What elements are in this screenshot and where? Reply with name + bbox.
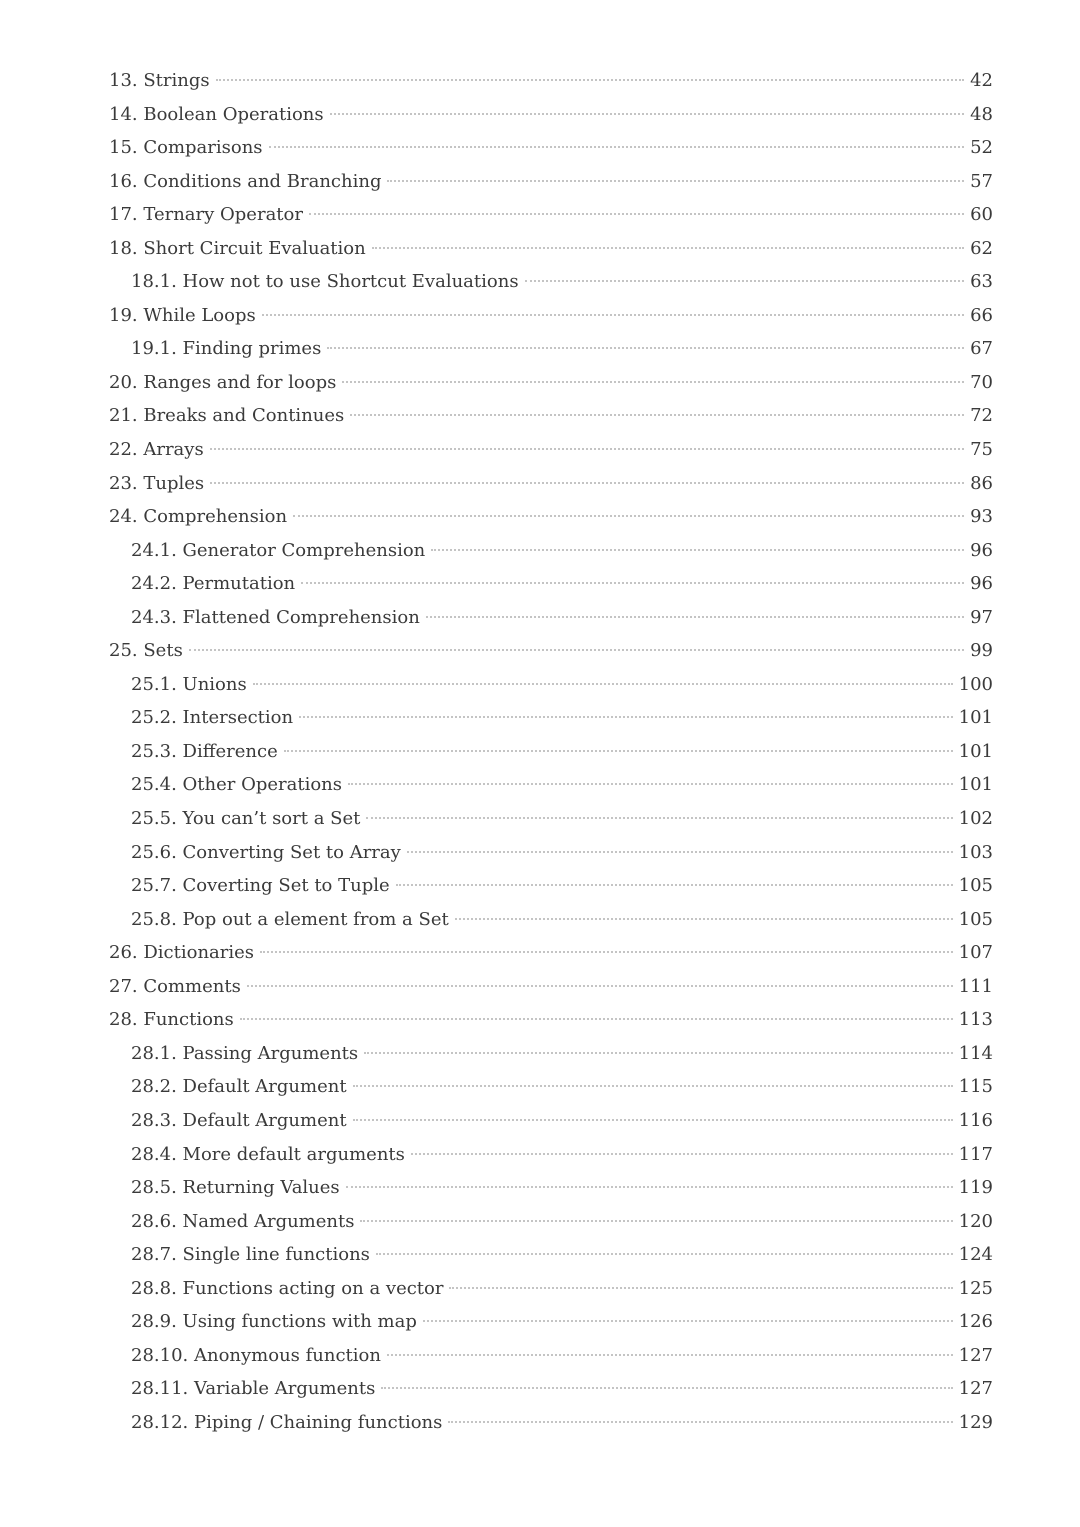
toc-entry-title: 25.6. Converting Set to Array bbox=[131, 841, 401, 863]
toc-entry[interactable] bbox=[109, 1339, 993, 1373]
dot-leader bbox=[260, 951, 953, 953]
toc-entry-title: 25.2. Intersection bbox=[131, 707, 294, 729]
toc-entry-page: 67 bbox=[970, 338, 993, 360]
toc-entry[interactable] bbox=[109, 1138, 993, 1172]
toc-entry-title: 25.5. You can’t sort a Set bbox=[131, 808, 361, 830]
toc-entry-page: 96 bbox=[970, 539, 993, 561]
dot-leader bbox=[210, 482, 964, 484]
toc-entry-title: 18.1. How not to use Shortcut Evaluations bbox=[131, 271, 519, 293]
toc-entry-page: 96 bbox=[970, 573, 993, 595]
toc-entry-title: 13. Strings bbox=[109, 70, 210, 91]
toc-entry-page: 62 bbox=[970, 237, 993, 259]
dot-leader bbox=[387, 1354, 953, 1356]
toc-entry-title: 28.7. Single line functions bbox=[131, 1244, 370, 1266]
toc-entry-page: 42 bbox=[970, 70, 993, 91]
dot-leader bbox=[330, 113, 964, 115]
toc-entry-title: 15. Comparisons bbox=[109, 137, 263, 159]
toc-entry[interactable] bbox=[109, 768, 993, 802]
dot-leader bbox=[269, 146, 965, 148]
toc-entry[interactable] bbox=[109, 165, 993, 199]
toc-entry-page: 114 bbox=[958, 1042, 993, 1064]
toc-entry-page: 117 bbox=[958, 1143, 993, 1165]
toc-entry[interactable] bbox=[109, 903, 993, 937]
toc-entry-title: 21. Breaks and Continues bbox=[109, 405, 345, 427]
toc-entry[interactable] bbox=[109, 1171, 993, 1205]
toc-entry-page: 129 bbox=[958, 1411, 993, 1433]
toc-entry-title: 28.3. Default Argument bbox=[131, 1109, 347, 1131]
toc-entry[interactable] bbox=[109, 433, 993, 467]
toc-entry-title: 16. Conditions and Branching bbox=[109, 170, 382, 192]
toc-entry[interactable] bbox=[109, 1272, 993, 1306]
toc-entry[interactable] bbox=[109, 802, 993, 836]
toc-entry-page: 111 bbox=[958, 975, 993, 997]
toc-entry-page: 125 bbox=[958, 1277, 993, 1299]
toc-entry-title: 28.12. Piping / Chaining functions bbox=[131, 1411, 443, 1433]
toc-entry[interactable] bbox=[109, 366, 993, 400]
dot-leader bbox=[309, 213, 964, 215]
toc-entry-page: 48 bbox=[970, 103, 993, 125]
toc-entry-page: 72 bbox=[970, 405, 993, 427]
toc-entry-title: 27. Comments bbox=[109, 975, 241, 997]
toc-entry[interactable] bbox=[109, 701, 993, 735]
toc-entry-page: 63 bbox=[970, 271, 993, 293]
toc-entry[interactable] bbox=[109, 1372, 993, 1406]
dot-leader bbox=[423, 1320, 953, 1322]
dot-leader bbox=[346, 1186, 953, 1188]
dot-leader bbox=[240, 1018, 953, 1020]
dot-leader bbox=[360, 1220, 952, 1222]
dot-leader bbox=[216, 79, 964, 81]
dot-leader bbox=[387, 180, 964, 182]
toc-entry-title: 25.8. Pop out a element from a Set bbox=[131, 908, 449, 930]
toc-entry-title: 24. Comprehension bbox=[109, 506, 288, 528]
toc-entry-page: 93 bbox=[970, 506, 993, 528]
dot-leader bbox=[364, 1052, 953, 1054]
toc-entry-title: 24.2. Permutation bbox=[131, 573, 296, 595]
toc-entry-title: 22. Arrays bbox=[109, 439, 204, 461]
dot-leader bbox=[350, 414, 964, 416]
toc-entry-title: 26. Dictionaries bbox=[109, 942, 255, 964]
toc-entry-page: 127 bbox=[958, 1344, 993, 1366]
toc-entry-page: 100 bbox=[958, 673, 993, 695]
toc-entry-title: 25.1. Unions bbox=[131, 673, 247, 695]
toc-entry[interactable] bbox=[109, 198, 993, 232]
toc-entry[interactable] bbox=[109, 299, 993, 333]
toc-entry-page: 70 bbox=[970, 371, 993, 393]
dot-leader bbox=[426, 616, 964, 618]
dot-leader bbox=[411, 1153, 953, 1155]
dot-leader bbox=[327, 347, 964, 349]
dot-leader bbox=[253, 683, 953, 685]
toc-entry[interactable] bbox=[109, 232, 993, 266]
toc-entry[interactable] bbox=[109, 1238, 993, 1272]
dot-leader bbox=[455, 918, 953, 920]
toc-entry-title: 24.3. Flattened Comprehension bbox=[131, 606, 420, 628]
toc-entry-page: 124 bbox=[958, 1244, 993, 1266]
toc-entry[interactable] bbox=[109, 1305, 993, 1339]
toc-entry-title: 25.4. Other Operations bbox=[131, 774, 343, 796]
toc-entry-title: 28.6. Named Arguments bbox=[131, 1210, 355, 1232]
toc-entry[interactable] bbox=[109, 399, 993, 433]
toc-entry[interactable] bbox=[109, 1104, 993, 1138]
dot-leader bbox=[372, 247, 964, 249]
toc-entry-title: 28.10. Anonymous function bbox=[131, 1344, 381, 1366]
dot-leader bbox=[262, 314, 964, 316]
dot-leader bbox=[247, 985, 953, 987]
toc-entry-page: 99 bbox=[970, 640, 993, 662]
toc-entry-title: 23. Tuples bbox=[109, 472, 205, 494]
toc-entry-page: 97 bbox=[970, 606, 993, 628]
dot-leader bbox=[342, 381, 964, 383]
dot-leader bbox=[299, 716, 953, 718]
toc-entry[interactable] bbox=[109, 131, 993, 165]
toc-entry-title: 25. Sets bbox=[109, 640, 183, 662]
toc-entry[interactable] bbox=[109, 534, 993, 568]
toc-entry-page: 120 bbox=[958, 1210, 993, 1232]
dot-leader bbox=[449, 1287, 952, 1289]
toc-entry-title: 28. Functions bbox=[109, 1009, 234, 1031]
dot-leader bbox=[407, 851, 953, 853]
toc-entry[interactable] bbox=[109, 668, 993, 702]
toc-entry[interactable] bbox=[109, 735, 993, 769]
toc-entry-title: 19.1. Finding primes bbox=[131, 338, 322, 360]
toc-entry[interactable] bbox=[109, 500, 993, 534]
toc-entry-page: 60 bbox=[970, 204, 993, 226]
toc-entry-page: 101 bbox=[958, 707, 993, 729]
toc-entry-page: 119 bbox=[958, 1177, 993, 1199]
toc-entry-page: 105 bbox=[958, 908, 993, 930]
toc-entry[interactable] bbox=[109, 98, 993, 132]
toc-entry-page: 103 bbox=[958, 841, 993, 863]
toc-entry-title: 28.1. Passing Arguments bbox=[131, 1042, 359, 1064]
toc-entry-page: 101 bbox=[958, 774, 993, 796]
table-of-contents bbox=[109, 64, 993, 1439]
dot-leader bbox=[376, 1253, 953, 1255]
toc-entry-title: 24.1. Generator Comprehension bbox=[131, 539, 426, 561]
toc-entry[interactable] bbox=[109, 1037, 993, 1071]
toc-entry-page: 127 bbox=[958, 1378, 993, 1400]
toc-entry[interactable] bbox=[109, 467, 993, 501]
dot-leader bbox=[189, 649, 964, 651]
toc-entry-title: 28.5. Returning Values bbox=[131, 1177, 340, 1199]
toc-entry-title: 14. Boolean Operations bbox=[109, 103, 324, 125]
toc-entry[interactable] bbox=[109, 1070, 993, 1104]
toc-entry[interactable] bbox=[109, 634, 993, 668]
toc-entry-page: 57 bbox=[970, 170, 993, 192]
toc-entry[interactable] bbox=[109, 332, 993, 366]
toc-entry[interactable] bbox=[109, 836, 993, 870]
toc-entry-page: 52 bbox=[970, 137, 993, 159]
toc-entry-page: 115 bbox=[958, 1076, 993, 1098]
toc-entry-title: 19. While Loops bbox=[109, 304, 256, 326]
toc-entry-title: 28.11. Variable Arguments bbox=[131, 1378, 376, 1400]
dot-leader bbox=[353, 1119, 953, 1121]
toc-entry-page: 75 bbox=[970, 439, 993, 461]
toc-entry-page: 126 bbox=[958, 1311, 993, 1333]
toc-entry-page: 107 bbox=[958, 942, 993, 964]
toc-entry-title: 28.8. Functions acting on a vector bbox=[131, 1277, 444, 1299]
dot-leader bbox=[293, 515, 964, 517]
toc-entry-page: 86 bbox=[970, 472, 993, 494]
toc-entry-page: 102 bbox=[958, 808, 993, 830]
dot-leader bbox=[210, 448, 964, 450]
toc-entry-page: 113 bbox=[958, 1009, 993, 1031]
dot-leader bbox=[284, 750, 953, 752]
dot-leader bbox=[353, 1085, 953, 1087]
toc-entry-page: 101 bbox=[958, 740, 993, 762]
toc-entry[interactable] bbox=[109, 1205, 993, 1239]
toc-entry[interactable] bbox=[109, 64, 993, 98]
toc-entry[interactable] bbox=[109, 970, 993, 1004]
dot-leader bbox=[366, 817, 952, 819]
toc-entry-title: 28.2. Default Argument bbox=[131, 1076, 347, 1098]
toc-entry[interactable] bbox=[109, 567, 993, 601]
toc-entry-title: 25.7. Coverting Set to Tuple bbox=[131, 875, 390, 897]
toc-entry[interactable] bbox=[109, 265, 993, 299]
dot-leader bbox=[381, 1387, 952, 1389]
toc-entry-title: 28.4. More default arguments bbox=[131, 1143, 405, 1165]
toc-entry[interactable] bbox=[109, 1003, 993, 1037]
dot-leader bbox=[396, 884, 953, 886]
toc-entry-title: 18. Short Circuit Evaluation bbox=[109, 237, 366, 259]
dot-leader bbox=[431, 549, 964, 551]
toc-entry-title: 17. Ternary Operator bbox=[109, 204, 303, 226]
dot-leader bbox=[348, 783, 953, 785]
toc-entry-page: 116 bbox=[958, 1109, 993, 1131]
toc-entry-page: 66 bbox=[970, 304, 993, 326]
toc-entry[interactable] bbox=[109, 1406, 993, 1440]
toc-entry-page: 105 bbox=[958, 875, 993, 897]
toc-entry-title: 20. Ranges and for loops bbox=[109, 371, 337, 393]
toc-entry[interactable] bbox=[109, 936, 993, 970]
toc-entry-title: 25.3. Difference bbox=[131, 740, 278, 762]
toc-entry[interactable] bbox=[109, 601, 993, 635]
dot-leader bbox=[301, 582, 964, 584]
dot-leader bbox=[525, 280, 965, 282]
toc-entry[interactable] bbox=[109, 869, 993, 903]
toc-entry-title: 28.9. Using functions with map bbox=[131, 1311, 417, 1333]
dot-leader bbox=[448, 1421, 952, 1423]
